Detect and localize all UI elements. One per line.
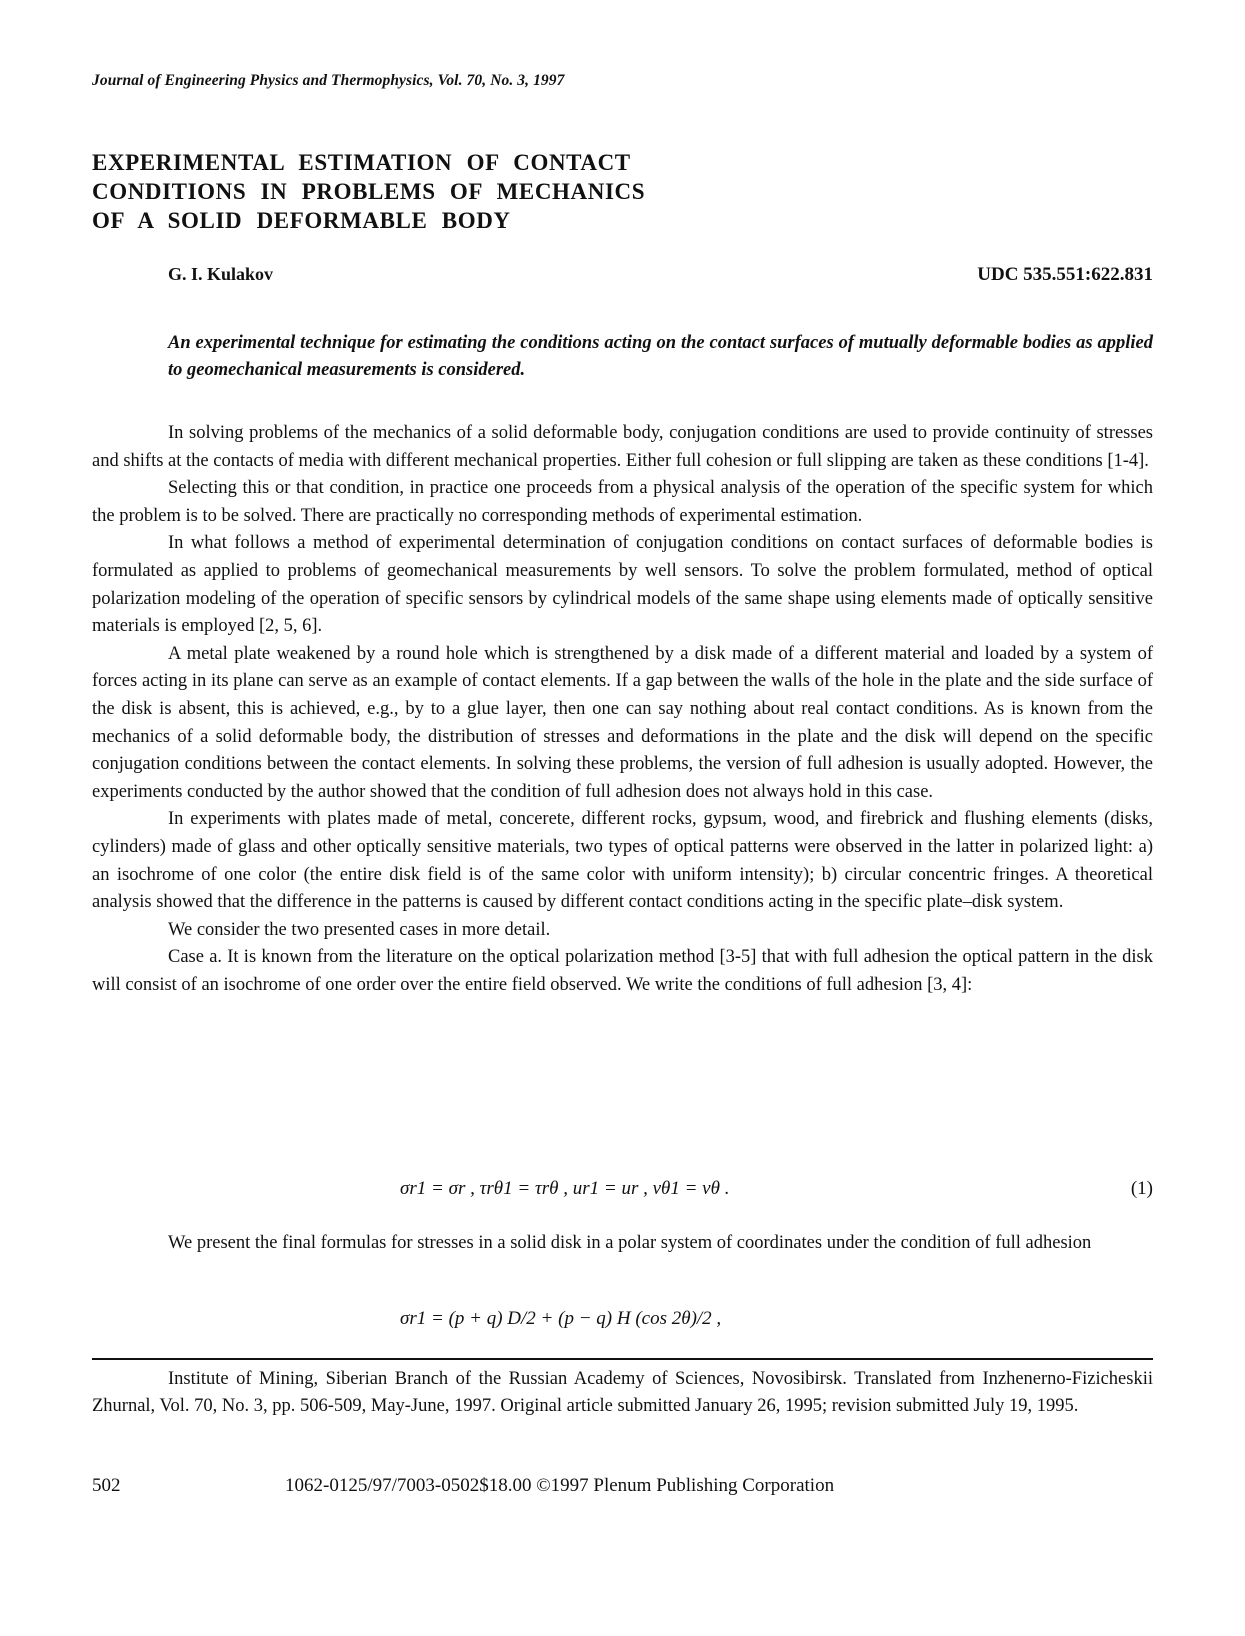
paragraph: In experiments with plates made of metal, concerete, different rocks, gypsum, wood, and firebrick and flushing elements (disks, cylinders) made of glass and other optically sensitive materials, two types of optical patterns were observed in the latter in polarized light: a) an isochrome of one color (the entire disk field is of the same color with uniform intensity); b) circular concentric fringes. A theoretical analysis showed that the difference in the patterns is caused by different contact conditions acting in the specific plate–disk system.	[92, 809, 1153, 913]
footnote-divider	[92, 1358, 1153, 1360]
body-text-continued	[92, 1230, 1153, 1258]
paragraph: In what follows a method of experimental determination of conjugation conditions on contact surfaces of deformable bodies is formulated as applied to problems of geomechanical measurements by well sensors. To solve the problem formulated, method of optical polarization modeling of the operation of specific sensors by cylindrical models of the same shape using elements made of optically sensitive materials is employed [2, 5, 6].	[92, 533, 1153, 637]
article-title	[92, 148, 812, 235]
paragraph: A metal plate weakened by a round hole which is strengthened by a disk made of a different material and loaded by a system of forces acting in its plane can serve as an example of contact elements. If a gap between the walls of the hole in the plate and the side surface of the disk is absent, this is achieved, e.g., by to a glue layer, then one can say nothing about real contact conditions. As is known from the mechanics of a solid deformable body, the distribution of stresses and deformations in the plate and the disk will depend on the specific conjugation conditions between the contact elements. In solving these problems, the version of full adhesion is usually adopted. However, the experiments conducted by the author showed that the condition of full adhesion does not always hold in this case.	[92, 643, 1153, 802]
footnote	[92, 1366, 1153, 1420]
equation-2: σr1 = (p + q) D/2 + (p − q) H (cos 2θ)/2 ,	[400, 1308, 722, 1329]
paragraph: We consider the two presented cases in more detail.	[168, 919, 551, 940]
title-line: EXPERIMENTAL ESTIMATION OF CONTACT	[92, 150, 631, 175]
paragraph: We present the final formulas for stresses in a solid disk in a polar system of coordinates under the condition of full adhesion	[168, 1233, 1092, 1253]
equation-1-number: (1)	[1130, 1178, 1153, 1199]
title-line: CONDITIONS IN PROBLEMS OF MECHANICS	[92, 179, 646, 204]
paragraph: In solving problems of the mechanics of a solid deformable body, conjugation conditions are used to provide continuity of stresses and shifts at the contacts of media with different mechanical properties. Either full cohesion or full slipping are taken as these conditions [1-4].	[92, 423, 1153, 471]
paragraph: Selecting this or that condition, in practice one proceeds from a physical analysis of the operation of the specific system for which the problem is to be solved. There are practically no corresponding methods of experimental estimation.	[92, 478, 1153, 526]
copyright-line: 1062-0125/97/7003-0502$18.00 ©1997 Plenum Publishing Corporation	[285, 1475, 835, 1496]
title-line: OF A SOLID DEFORMABLE BODY	[92, 208, 511, 233]
journal-header: Journal of Engineering Physics and Thermophysics, Vol. 70, No. 3, 1997	[92, 72, 565, 89]
equation-1: σr1 = σr , τrθ1 = τrθ , ur1 = ur , vθ1 = vθ .	[400, 1178, 730, 1199]
page-number: 502	[92, 1475, 121, 1496]
abstract: An experimental technique for estimating the conditions acting on the contact surfaces of mutually deformable bodies as applied to geomechanical measurements is considered.	[168, 333, 1153, 380]
udc-code: UDC 535.551:622.831	[977, 264, 1153, 285]
body-text	[92, 420, 1153, 999]
paragraph: Case a. It is known from the literature on the optical polarization method [3-5] that with full adhesion the optical pattern in the disk will consist of an isochrome of one order over the entire field observed. We write the conditions of full adhesion [3, 4]:	[92, 947, 1153, 995]
footnote-text: Institute of Mining, Siberian Branch of the Russian Academy of Sciences, Novosibirsk. Translated from Inzhenerno-Fizicheskii Zhurnal, Vol. 70, No. 3, pp. 506-509, May-June, 1997. Original article submitted January 26, 1995; revision submitted July 19, 1995.	[92, 1369, 1153, 1416]
author: G. I. Kulakov	[168, 264, 274, 284]
